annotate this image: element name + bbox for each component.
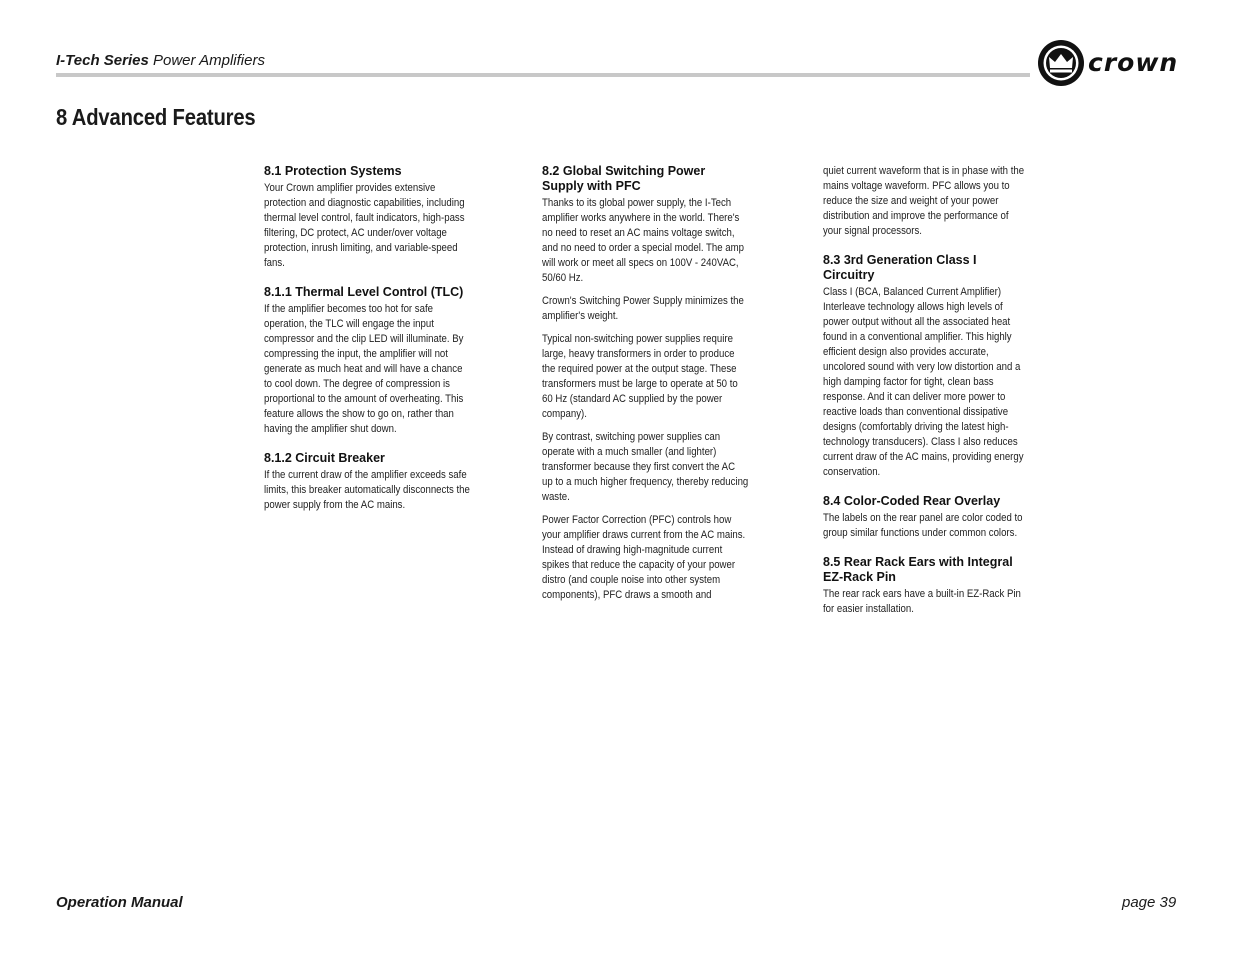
paragraph-8-2-1: Thanks to its global power supply, the I-Tech amplifier works anywhere in the world. There's no need to reset an AC mains voltage switch, and no need to order a special model. The amp will work or meet all specs on 100V - 240VAC, 50/60 Hz. bbox=[542, 197, 745, 284]
heading-8-1-2: 8.1.2 Circuit Breaker bbox=[264, 451, 385, 465]
column-2 bbox=[542, 164, 752, 611]
header-series-name: I-Tech Series bbox=[56, 52, 149, 69]
paragraph-8-1-2: If the current draw of the amplifier exceeds safe limits, this breaker automatically disconnects the power supply from the AC mains. bbox=[264, 469, 470, 511]
heading-8-1-1: 8.1.1 Thermal Level Control (TLC) bbox=[264, 285, 464, 299]
paragraph-8-2-4: By contrast, switching power supplies can operate with a much smaller (and lighter) transformer because they first convert the AC up to a much higher frequency, thereby reducing waste. bbox=[542, 431, 749, 503]
crown-wordmark: crown bbox=[1088, 48, 1179, 77]
paragraph-8-5: The rear rack ears have a built-in EZ-Rack Pin for easier installation. bbox=[823, 588, 1021, 615]
heading-8-2: 8.2 Global Switching Power Supply with PFC bbox=[542, 164, 706, 193]
paragraph-8-2-5: Power Factor Correction (PFC) controls how your amplifier draws current from the AC mains. Instead of drawing high-magnitude current spikes that reduce the capacity of your power distro (and couple noise into other system components), PFC draws a smooth and bbox=[542, 514, 746, 601]
paragraph-8-4: The labels on the rear panel are color coded to group similar functions under common colors. bbox=[823, 512, 1023, 539]
paragraph-8-2-continued: quiet current waveform that is in phase with the mains voltage waveform. PFC allows you to reduce the size and weight of your power distribution and improve the performance of your signal processors. bbox=[823, 165, 1025, 237]
column-3 bbox=[823, 164, 1033, 625]
heading-8-1: 8.1 Protection Systems bbox=[264, 164, 402, 178]
paragraph-8-2-2: Crown's Switching Power Supply minimizes the amplifier's weight. bbox=[542, 295, 744, 322]
heading-8-5: 8.5 Rear Rack Ears with Integral EZ-Rack Pin bbox=[823, 555, 1013, 584]
footer-page-number: page 39 bbox=[1122, 894, 1177, 911]
section-title: 8 Advanced Features bbox=[56, 104, 256, 130]
heading-8-3: 8.3 3rd Generation Class I Circuitry bbox=[823, 253, 977, 282]
paragraph-8-1-1: If the amplifier becomes too hot for safe operation, the TLC will engage the input compressor and the clip LED will illuminate. By compressing the input, the amplifier will not generate as much heat and will have a chance to cool down. The degree of compression is proportional to the amount of overheating. This feature allows the show to go on, rather than having the amplifier shut down. bbox=[264, 303, 464, 435]
column-1 bbox=[264, 164, 474, 521]
header-rule bbox=[56, 73, 1030, 77]
paragraph-8-1: Your Crown amplifier provides extensive protection and diagnostic capabilities, including thermal level control, fault indicators, high-pass filtering, DC protect, AC under/over voltage protection, inrush limiting, and variable-speed fans. bbox=[264, 182, 465, 269]
heading-8-4: 8.4 Color-Coded Rear Overlay bbox=[823, 494, 1001, 508]
paragraph-8-3: Class I (BCA, Balanced Current Amplifier) Interleave technology allows high levels of power output without all the associated heat found in a conventional amplifier. This highly efficient design also provides accurate, uncolored sound with very low distortion and a high damping factor for tight, clean bass response. And it can deliver more power to reactive loads than conventional dissipative designs (comfortably driving the latest high-technology transducers). Class I also reduces current draw of the AC mains, providing energy conservation. bbox=[823, 286, 1024, 478]
footer-manual-title: Operation Manual bbox=[56, 894, 183, 911]
paragraph-8-2-3: Typical non-switching power supplies require large, heavy transformers in order to produce the required power at the output stage. These transformers must be large to operate at 50 to 60 Hz (standard AC supplied by the power company). bbox=[542, 333, 738, 420]
header-title bbox=[56, 52, 265, 69]
crown-logo bbox=[1036, 38, 1181, 88]
header-series-subtitle: Power Amplifiers bbox=[148, 52, 265, 69]
crown-emblem-icon bbox=[1036, 38, 1086, 88]
